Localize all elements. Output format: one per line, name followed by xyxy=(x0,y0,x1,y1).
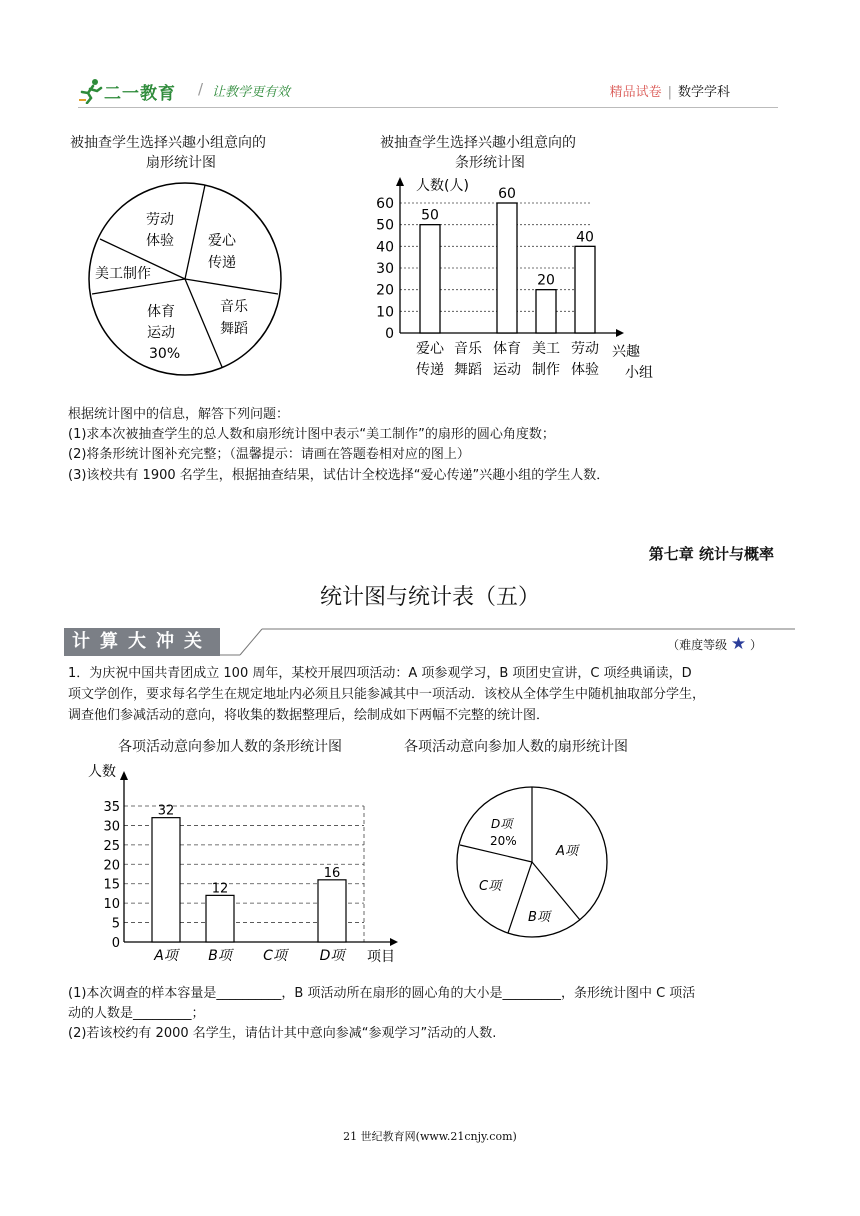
bottom-pie-chart xyxy=(452,782,617,947)
q1-part-2: (2)将条形统计图补充完整；（温馨提示：请画在答题卷相对应的图上） xyxy=(68,447,470,462)
logo-divider: / xyxy=(198,80,204,98)
top-pie-title-1: 被抽查学生选择兴趣小组意向的 xyxy=(70,135,266,151)
top-pie-label-labor-2: 体验 xyxy=(146,233,174,249)
top-pie-title-2: 扇形统计图 xyxy=(146,155,216,171)
q1-part-3: (3)该校共有 1900 名学生，根据抽查结果，试估计全校选择“爱心传递”兴趣小组的学生人数． xyxy=(68,468,610,483)
top-bar-bar xyxy=(420,225,440,333)
top-bar-value-label: 50 xyxy=(421,207,439,224)
q2-answer-2: 动的人数是_________； xyxy=(68,1006,205,1021)
bottom-bar-y-arrow xyxy=(120,771,128,780)
top-bar-ytick-label: 10 xyxy=(376,304,394,321)
difficulty-label: （难度等级 xyxy=(667,638,728,652)
header-subject-label: 数学学科 xyxy=(677,85,730,100)
bottom-bar-yticks xyxy=(103,800,120,951)
top-pie-label-music-2: 舞蹈 xyxy=(220,321,248,337)
top-bar-value-label: 20 xyxy=(537,272,555,289)
q1-part-1: (1)求本次被抽查学生的总人数和扇形统计图中表示“美工制作”的扇形的圆心角度数； xyxy=(68,427,555,442)
top-bar-ytick-label: 50 xyxy=(376,217,394,234)
top-bar-bar xyxy=(575,246,595,333)
bottom-bar-ytick-label: 15 xyxy=(103,877,120,893)
top-pie-label-love-1: 爱心 xyxy=(208,233,236,249)
bottom-bar-ytick-label: 30 xyxy=(103,819,120,835)
q2-line-2: 项文学创作，要求每名学生在规定地址内必须且只能参减其中一项活动．该校从全体学生中随机抽取部分学生， xyxy=(68,687,706,702)
logo-text: 二一教育 xyxy=(104,84,176,104)
bottom-bar-ytick-label: 10 xyxy=(103,897,120,913)
logo-slogan: 让教学更有效 xyxy=(212,85,291,100)
top-bar-bar xyxy=(536,290,556,333)
bottom-bar-bars xyxy=(152,804,346,942)
bottom-bar-ytick-label: 20 xyxy=(103,858,120,874)
bottom-bar-ytick-label: 5 xyxy=(111,916,120,932)
top-pie-label-art: 美工制作 xyxy=(95,266,151,282)
top-bar-value-label: 40 xyxy=(576,229,594,246)
bottom-bar-value-label: 12 xyxy=(211,881,229,897)
top-bar-ylabel: 人数(人) xyxy=(416,178,469,194)
top-pie-chart xyxy=(80,178,290,388)
top-pie-label-sport-1: 体育 xyxy=(147,304,175,320)
top-bar-ytick-label: 60 xyxy=(376,196,394,212)
bottom-bar-category-label: C项 xyxy=(263,948,287,964)
bottom-bar-categories xyxy=(153,948,347,964)
top-bar-category-label: 制作 xyxy=(532,362,560,378)
bottom-bar-value-label: 16 xyxy=(323,865,341,881)
bottom-pie-title: 各项活动意向参加人数的扇形统计图 xyxy=(404,739,628,755)
top-bar-y-arrow xyxy=(396,177,404,186)
bottom-bar-bar xyxy=(206,895,234,942)
top-bar-bar xyxy=(497,203,517,333)
bottom-bar-x-arrow xyxy=(390,938,398,946)
bottom-pie-label-a: A项 xyxy=(556,844,578,859)
site-logo xyxy=(78,78,318,104)
bottom-bar-bar xyxy=(318,880,346,942)
star-icon: ★ xyxy=(730,634,747,654)
bottom-bar-chart xyxy=(80,756,410,971)
runner-logo-icon xyxy=(78,78,104,104)
header-tag: 精品试卷 xyxy=(609,85,662,100)
bottom-bar-value-label: 32 xyxy=(157,803,175,819)
top-bar-value-label: 60 xyxy=(498,186,516,202)
top-bar-yticks xyxy=(376,196,394,342)
top-bar-ytick-label: 30 xyxy=(376,261,394,277)
bottom-bar-category-label: A项 xyxy=(154,948,178,964)
header-separator: | xyxy=(667,85,672,100)
top-bar-categories xyxy=(416,340,599,378)
bottom-bar-bar xyxy=(152,818,180,942)
top-pie-label-sport-pct: 30% xyxy=(149,346,181,362)
bottom-bar-category-label: D项 xyxy=(319,948,345,964)
top-bar-category-label: 舞蹈 xyxy=(454,362,482,378)
top-pie-label-love-2: 传递 xyxy=(208,255,236,271)
section-title: 统计图与统计表（五） xyxy=(319,585,540,610)
section-banner: 计算大冲关 xyxy=(64,628,220,656)
top-bar-ytick-label: 40 xyxy=(376,239,394,256)
top-bar-ytick-label: 0 xyxy=(385,326,394,342)
top-pie-label-labor-1: 劳动 xyxy=(146,212,174,228)
top-bar-category-label: 劳动 xyxy=(571,341,599,357)
bottom-bar-ytick-label: 25 xyxy=(103,838,120,854)
difficulty-level xyxy=(667,634,762,654)
top-bar-x-arrow xyxy=(616,329,624,337)
top-bar-category-label: 体验 xyxy=(571,362,599,378)
header-rule xyxy=(78,107,778,108)
top-pie-label-sport-2: 运动 xyxy=(147,325,175,341)
top-bar-category-label: 爱心 xyxy=(416,341,444,357)
bottom-bar-ytick-label: 35 xyxy=(103,800,120,815)
q2-line-1: 1．为庆祝中国共青团成立 100 周年，某校开展四项活动：A 项参观学习，B 项团史宣讲，C 项经典诵读，D xyxy=(68,666,692,681)
top-bar-category-label: 美工 xyxy=(532,341,560,357)
bottom-pie-label-b: B项 xyxy=(528,910,550,925)
header-subject xyxy=(610,81,730,100)
top-bar-category-label: 运动 xyxy=(493,362,521,378)
bottom-bar-ytick-label: 0 xyxy=(111,936,120,951)
bottom-bar-xlabel: 项目 xyxy=(367,949,395,965)
top-bar-category-label: 体育 xyxy=(493,341,521,357)
page-footer: 21 世纪教育网(www.21cnjy.com) xyxy=(343,1130,517,1143)
bottom-bar-category-label: B项 xyxy=(208,948,232,964)
q2-answer-3: (2)若该校约有 2000 名学生，请估计其中意向参减“参观学习”活动的人数. xyxy=(68,1026,497,1041)
bottom-bar-ylabel: 人数 xyxy=(88,764,116,780)
top-bar-title-1: 被抽查学生选择兴趣小组意向的 xyxy=(380,135,576,151)
top-bar-xlabel-2: 小组 xyxy=(625,365,653,381)
top-bar-title-2: 条形统计图 xyxy=(455,155,525,171)
top-bar-category-label: 传递 xyxy=(416,362,444,378)
top-bar-chart xyxy=(350,170,670,385)
q1-intro: 根据统计图中的信息，解答下列问题： xyxy=(68,407,290,422)
top-bar-category-label: 音乐 xyxy=(454,341,482,357)
bottom-pie-label-d-pct: 20% xyxy=(490,834,517,848)
bottom-pie-label-c: C项 xyxy=(479,879,502,894)
difficulty-end: ） xyxy=(749,638,762,652)
q2-line-3: 调查他们参减活动的意向，将收集的数据整理后，绘制成如下两幅不完整的统计图． xyxy=(68,708,550,723)
q2-answer-1: (1)本次调查的样本容量是__________，B 项活动所在扇形的圆心角的大小是_________，条形统计图中 C 项活 xyxy=(68,986,696,1001)
top-bar-ytick-label: 20 xyxy=(376,282,394,299)
bottom-bar-title: 各项活动意向参加人数的条形统计图 xyxy=(118,739,342,755)
top-bar-xlabel-1: 兴趣 xyxy=(612,344,640,360)
top-pie-label-music-1: 音乐 xyxy=(220,299,248,315)
chapter-title: 第七章 统计与概率 xyxy=(648,545,774,563)
bottom-pie-label-d: D项 xyxy=(491,817,513,831)
